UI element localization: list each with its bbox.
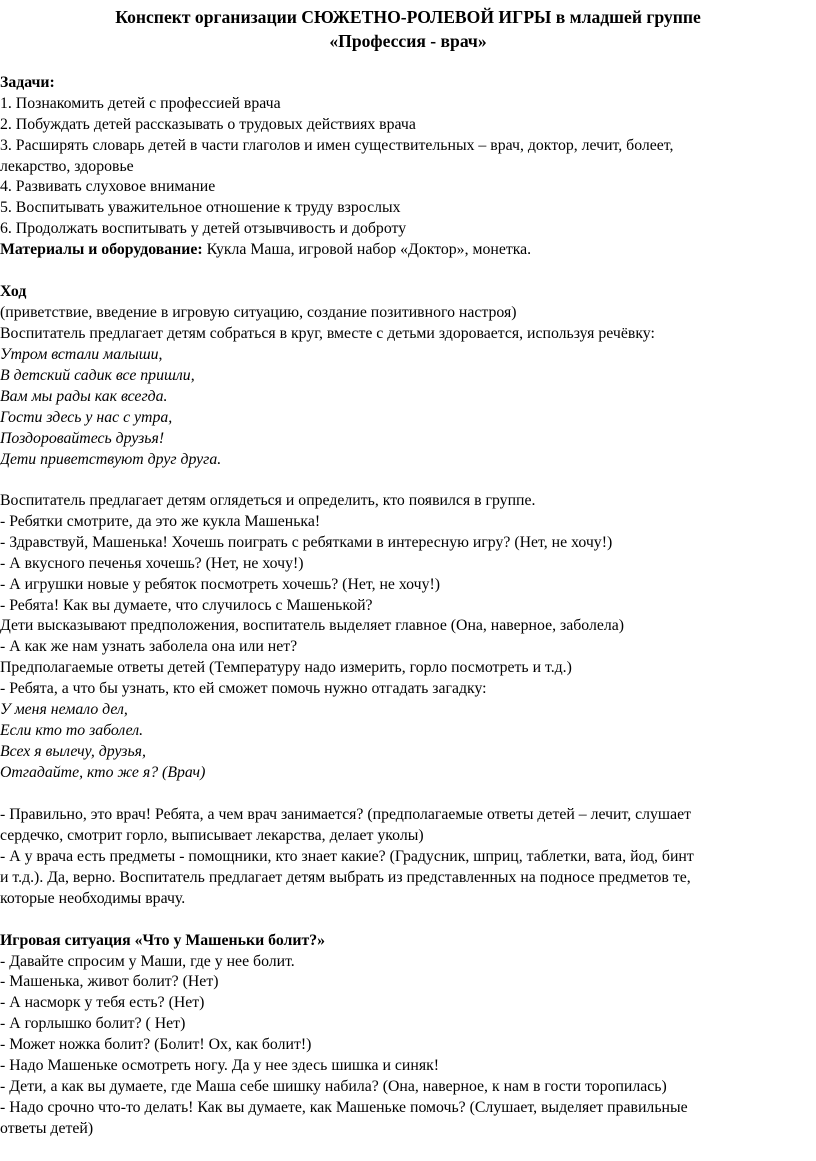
task-item: 5. Воспитывать уважительное отношение к труду взрослых [0, 199, 401, 216]
riddle-line: Если кто то заболел. [0, 722, 144, 739]
game-line: - А насморк у тебя есть? (Нет) [0, 994, 205, 1011]
title-line-1: Конспект организации СЮЖЕТНО-РОЛЕВОЙ ИГРЫ в младшей группе [115, 7, 701, 27]
task-item: 6. Продолжать воспитывать у детей отзывчивость и доброту [0, 220, 407, 237]
game-line: - А горлышко болит? ( Нет) [0, 1015, 186, 1032]
poem-line: Дети приветствуют друг друга. [0, 451, 222, 468]
task-item: 4. Развивать слуховое внимание [0, 178, 216, 195]
game-line: ответы детей) [0, 1120, 94, 1137]
dialog-line: Предполагаемые ответы детей (Температуру надо измерить, горло посмотреть и т.д.) [0, 659, 572, 676]
riddle-line: У меня немало дел, [0, 701, 128, 718]
dialog-line: - А у врача есть предметы - помощники, кто знает какие? (Градусник, шприц, таблетки, вата, йод, бинт [0, 848, 694, 865]
riddle-line: Всех я вылечу, друзья, [0, 743, 146, 760]
dialog-line: и т.д.). Да, верно. Воспитатель предлагает детям выбрать из представленных на подносе предметов те, [0, 869, 691, 886]
tasks-heading: Задачи: [0, 74, 55, 91]
poem-line: Утром встали малыши, [0, 346, 163, 363]
materials-label: Материалы и оборудование: [0, 241, 203, 258]
dialog-line: Воспитатель предлагает детям оглядеться и определить, кто появился в группе. [0, 492, 536, 509]
dialog-line: - А игрушки новые у ребяток посмотреть хочешь? (Нет, не хочу!) [0, 576, 441, 593]
title-line-2: «Профессия - врач» [329, 31, 487, 51]
task-item: 1. Познакомить детей с профессией врача [0, 95, 281, 112]
poem-line: Гости здесь у нас с утра, [0, 409, 173, 426]
game-line: - Давайте спросим у Маши, где у нее болит. [0, 953, 295, 970]
game-line: - Надо Машеньке осмотреть ногу. Да у нее здесь шишка и синяк! [0, 1057, 440, 1074]
teacher-instruction: Воспитатель предлагает детям собраться в круг, вместе с детьми здоровается, используя речёвку: [0, 325, 655, 342]
game-line: - Дети, а как вы думаете, где Маша себе шишку набила? (Она, наверное, к нам в гости торопилась) [0, 1078, 667, 1095]
dialog-line: - А вкусного печенья хочешь? (Нет, не хочу!) [0, 555, 304, 572]
game-line: - Может ножка болит? (Болит! Ох, как болит!) [0, 1036, 312, 1053]
task-item: 3. Расширять словарь детей в части глаголов и имен существительных – врач, доктор, лечит, болеет, [0, 137, 674, 154]
dialog-line: Дети высказывают предположения, воспитатель выделяет главное (Она, наверное, заболела) [0, 617, 625, 634]
task-item: лекарство, здоровье [0, 158, 134, 175]
poem-line: Вам мы рады как всегда. [0, 388, 168, 405]
task-item: 2. Побуждать детей рассказывать о трудовых действиях врача [0, 116, 416, 133]
dialog-line: - Правильно, это врач! Ребята, а чем врач занимается? (предполагаемые ответы детей – лечит, слушает [0, 806, 692, 823]
poem-line: В детский садик все пришли, [0, 367, 195, 384]
course-intro: (приветствие, введение в игровую ситуацию, создание позитивного настроя) [0, 304, 517, 321]
course-heading: Ход [0, 283, 27, 300]
dialog-line: сердечко, смотрит горло, выписывает лекарства, делает уколы) [0, 827, 424, 844]
poem-line: Поздоровайтесь друзья! [0, 430, 165, 447]
game-line: - Машенька, живот болит? (Нет) [0, 973, 219, 990]
dialog-line: - Ребята! Как вы думаете, что случилось с Машенькой? [0, 597, 373, 614]
game-heading: Игровая ситуация «Что у Машеньки болит?» [0, 932, 326, 949]
dialog-line: - А как же нам узнать заболела она или нет? [0, 638, 298, 655]
dialog-line: - Здравствуй, Машенька! Хочешь поиграть с ребятками в интересную игру? (Нет, не хочу!) [0, 534, 613, 551]
dialog-line: - Ребята, а что бы узнать, кто ей сможет помочь нужно отгадать загадку: [0, 680, 487, 697]
materials-text: Кукла Маша, игровой набор «Доктор», монетка. [202, 241, 532, 258]
game-line: - Надо срочно что-то делать! Как вы думаете, как Машеньке помочь? (Слушает, выделяет правильные [0, 1099, 688, 1116]
dialog-line: - Ребятки смотрите, да это же кукла Машенька! [0, 513, 321, 530]
riddle-line: Отгадайте, кто же я? (Врач) [0, 764, 206, 781]
dialog-line: которые необходимы врачу. [0, 890, 186, 907]
materials-line [0, 239, 531, 260]
